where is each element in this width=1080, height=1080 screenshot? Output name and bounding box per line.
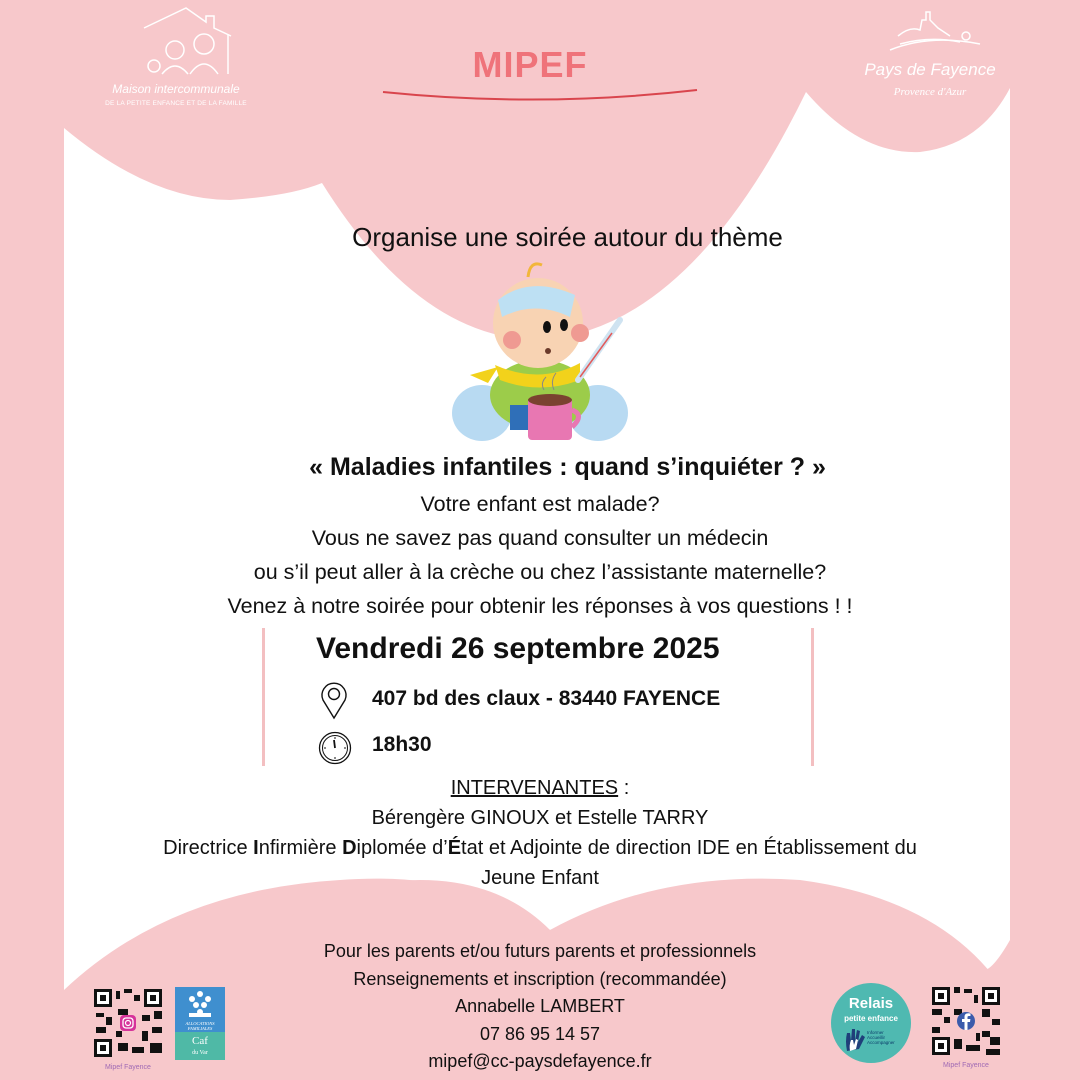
hands-icon: [843, 1027, 867, 1053]
event-time: 18h30: [372, 733, 432, 756]
event-address: 407 bd des claux - 83440 FAYENCE: [372, 687, 721, 710]
page-title: MIPEF: [472, 44, 588, 85]
speakers-section: INTERVENANTES : Bérengère GINOUX et Estelle TARRY Directrice Infirmière Diplomée d’État et Adjointe de direction IDE en Établissement du Jeune Enfant: [0, 773, 1080, 893]
contact-name: Annabelle LAMBERT: [455, 996, 625, 1016]
instagram-qr-code[interactable]: [92, 987, 164, 1071]
sick-baby-illustration: [440, 255, 640, 450]
location-pin-icon: [318, 680, 350, 720]
registration-line: Renseignements et inscription (recommandée): [353, 968, 727, 989]
qr-code-icon: [930, 985, 1002, 1057]
theme-title: « Maladies infantiles : quand s’inquiéter ? »: [309, 453, 826, 481]
audience-line: Pour les parents et/ou futurs parents et professionnels: [323, 941, 757, 961]
right-logo-name: Pays de Fayence: [864, 60, 996, 79]
question-line: Votre enfant est malade?: [420, 492, 660, 516]
event-date: Vendredi 26 septembre 2025: [316, 632, 720, 665]
caf-name: Caf: [192, 1035, 208, 1047]
right-logo-tagline: Provence d'Azur: [893, 86, 967, 98]
caf-figures-icon: [175, 987, 225, 1021]
contact-phone[interactable]: 07 86 95 14 57: [479, 1023, 601, 1044]
pays-de-fayence-logo: [850, 6, 1010, 106]
question-line: Vous ne savez pas quand consulter un médecin: [311, 526, 769, 550]
caf-logo: ALLOCATIONS FAMILIALES Caf du Var: [175, 987, 225, 1060]
clock-icon: [318, 731, 352, 765]
question-line: Venez à notre soirée pour obtenir les réponses à vos questions ! !: [227, 594, 853, 618]
intro-text: Organise une soirée autour du thème: [352, 222, 783, 252]
left-logo-tagline: DE LA PETITE ENFANCE ET DE LA FAMILLE: [105, 100, 247, 107]
question-line: ou s’il peut aller à la crèche ou chez l’assistante maternelle?: [253, 560, 827, 584]
facebook-qr-code[interactable]: [930, 985, 1002, 1069]
left-logo-name: Maison intercommunale: [112, 82, 240, 96]
relais-petite-enfance-logo: Relais petite enfance Informer Accueillir Accompagner: [831, 983, 911, 1063]
speakers-role-line2: Jeune Enfant: [481, 867, 599, 889]
qr-left-label: Mipef Fayence: [105, 1064, 151, 1071]
qr-code-icon: [92, 987, 164, 1059]
contact-email[interactable]: mipef@cc-paysdefayence.fr: [428, 1051, 652, 1071]
speakers-role: Directrice Infirmière Diplomée d’État et Adjointe de direction IDE en Établissement du: [163, 837, 917, 859]
question-list: [0, 487, 1080, 623]
speakers-names: Bérengère GINOUX et Estelle TARRY: [371, 807, 709, 829]
qr-right-label: Mipef Fayence: [943, 1062, 989, 1069]
speakers-heading: INTERVENANTES: [450, 777, 619, 799]
village-hill-icon: [850, 6, 1010, 56]
